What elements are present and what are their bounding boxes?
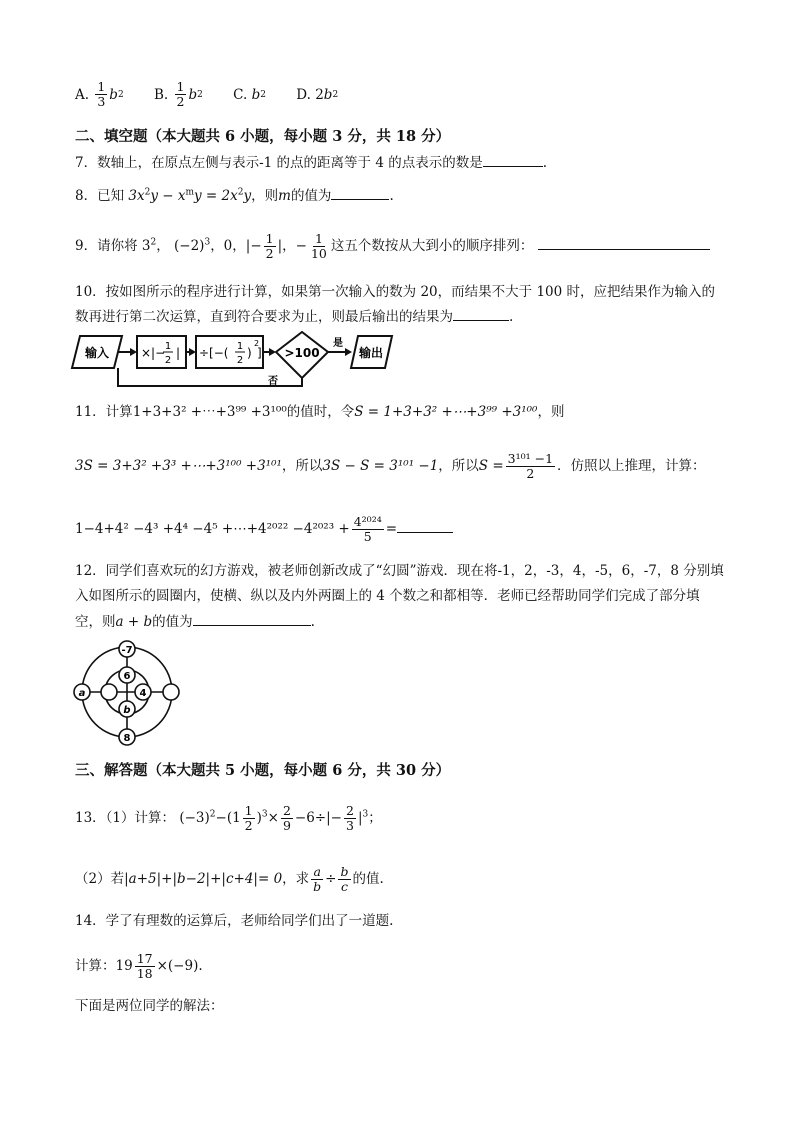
fraction: $\frac{1}{2}$ xyxy=(265,231,274,261)
fraction: $\frac{1}{3}$ xyxy=(97,79,106,109)
answer-blank[interactable] xyxy=(193,611,311,626)
multiply-numerator: 1 xyxy=(164,341,172,352)
arrow-head xyxy=(189,348,196,356)
abs-bar: | xyxy=(176,346,181,360)
node-right xyxy=(163,684,179,700)
fraction: $\frac{2}{3}$ xyxy=(346,803,354,833)
multiply-op: ×|− xyxy=(141,346,166,360)
fraction: $\frac{1}{2}$ xyxy=(244,803,253,833)
output-label: 输出 xyxy=(358,346,384,360)
question-14-line-3: 下面是两位同学的解法： xyxy=(75,998,224,1014)
question-12-line-1: 12．同学们喜欢玩的幻方游戏，被老师创新改成了“幻圆”游戏．现在将-1，2，-3，4，-5，6，-7，8 分别填 xyxy=(75,563,724,579)
fraction: $\frac{2}{9}$ xyxy=(282,803,291,833)
answer-blank[interactable] xyxy=(331,185,389,200)
fraction: $\frac{\text{4²⁰²⁴}}{5}$ xyxy=(353,514,382,544)
fraction: $\frac{b}{c}$ xyxy=(340,864,349,894)
arrow-head xyxy=(130,348,137,356)
question-7: 7．数轴上，在原点左侧与表示-1 的点的距离等于 4 的点表示的数是 . xyxy=(75,152,547,173)
answer-blank[interactable] xyxy=(397,518,453,533)
node-left-value: a xyxy=(78,688,86,699)
question-11-line-1: 11．计算1+3+3² +⋯+3⁹⁹ +3¹⁰⁰的值时，令S = 1+3+3² +⋯+3⁹⁹ +3¹⁰⁰，则 xyxy=(75,404,565,420)
divide-denominator: 2 xyxy=(236,355,244,366)
fraction: $\frac{1}{2}$ xyxy=(176,79,185,109)
question-10-line-1: 10．按如图所示的程序进行计算，如果第一次输入的数为 20，而结果不大于 100 时，应把结果作为输入的 xyxy=(75,284,715,300)
no-label: 否 xyxy=(268,376,278,387)
question-14-line-1: 14．学了有理数的运算后，老师给同学们出了一道题. xyxy=(75,913,394,929)
arrow-head xyxy=(345,348,352,356)
question-8: 8．已知 $3x^2y - x^my = 2x^2y$，则m的值为 . xyxy=(75,185,394,206)
node-inner-top-value: 6 xyxy=(123,671,131,682)
program-flowchart xyxy=(70,328,395,392)
question-14-calc: 计算：19 $\frac{17}{18}$ ×(−9). xyxy=(75,951,203,981)
question-11-line-2: 3S = 3+3² +3³ +⋯+3¹⁰⁰ +3¹⁰¹，所以3S − S = 3¹⁰¹ −1，所以S = $\frac{\text{3¹⁰¹ −1}}{2}$ ．仿照以上推理，计算： xyxy=(75,451,706,481)
question-11-line-3: 1−4+4² −4³ +4⁴ −4⁵ +⋯+4²⁰²² −4²⁰²³ + $\frac{\text{4²⁰²⁴}}{5}$ = xyxy=(75,515,453,544)
section-heading-solve: 三、解答题（本大题共 5 小题，每小题 6 分，共 30 分） xyxy=(75,762,451,779)
fraction: $\frac{1}{10}$ xyxy=(310,231,327,261)
node-bottom-value: 8 xyxy=(123,733,131,744)
fraction: $\frac{a}{b}$ xyxy=(313,864,322,894)
question-12-line-2: 入如图所示的圆圈内，使横、纵以及内外两圈上的 4 个数之和都相等．老师已经帮助同学们完成了部分填 xyxy=(75,588,700,604)
divide-numerator: 1 xyxy=(236,341,244,352)
option-c: C. b 2 xyxy=(233,86,266,103)
answer-blank[interactable] xyxy=(538,235,710,250)
fraction: $\frac{17}{18}$ xyxy=(136,951,153,981)
divide-exponent: 2 xyxy=(254,339,260,348)
node-inner-right-value: 4 xyxy=(139,688,147,699)
magic-circle-diagram xyxy=(70,640,185,748)
input-label: 输入 xyxy=(84,346,110,360)
question-13-part-1: 13．（1）计算： $(-3)^2-(1$ $\frac{1}{2}$ )$^3$× $\frac{2}{9}$ −6÷|− $\frac{2}{3}$ $|^3$； xyxy=(75,803,382,833)
option-d: D. 2 b 2 xyxy=(296,86,339,103)
question-10-line-2: 数再进行第二次运算，直到符合要求为止，则最后输出的结果为 . xyxy=(75,306,513,327)
divide-close: ) xyxy=(247,346,252,360)
yes-label: 是 xyxy=(333,338,343,349)
question-9: 9．请你将 $3^2$， $(-2)^3$，0，|− $\frac{1}{2}$ |，− $\frac{1}{10}$ 这五个数按从大到小的顺序排列： xyxy=(75,232,710,261)
option-a: A. $\frac{1}{3}$ b 2 xyxy=(75,79,124,109)
bracket-close: ] xyxy=(257,346,262,360)
decision-label: >100 xyxy=(284,346,320,360)
node-inner-left xyxy=(101,684,117,700)
question-13-part-2: （2）若|a+5|+|b−2|+|c+4|= 0，求 $\frac{a}{b}$ ÷ $\frac{b}{c}$ 的值. xyxy=(75,864,384,894)
q6-options xyxy=(75,80,364,109)
question-12-line-3: 空，则a + b的值为 . xyxy=(75,611,315,632)
fraction: $\frac{\text{3¹⁰¹ −1}}{2}$ xyxy=(507,451,554,481)
answer-blank[interactable] xyxy=(483,152,543,167)
multiply-denominator: 2 xyxy=(164,355,172,366)
divide-op: ÷[−( xyxy=(199,346,229,360)
node-top-value: -7 xyxy=(121,645,133,656)
node-inner-bottom-value: b xyxy=(123,705,131,716)
option-b: B. $\frac{1}{2}$ b 2 xyxy=(153,79,203,109)
section-heading-fill-in: 二、填空题（本大题共 6 小题，每小题 3 分，共 18 分） xyxy=(75,128,451,145)
answer-blank[interactable] xyxy=(453,306,509,321)
